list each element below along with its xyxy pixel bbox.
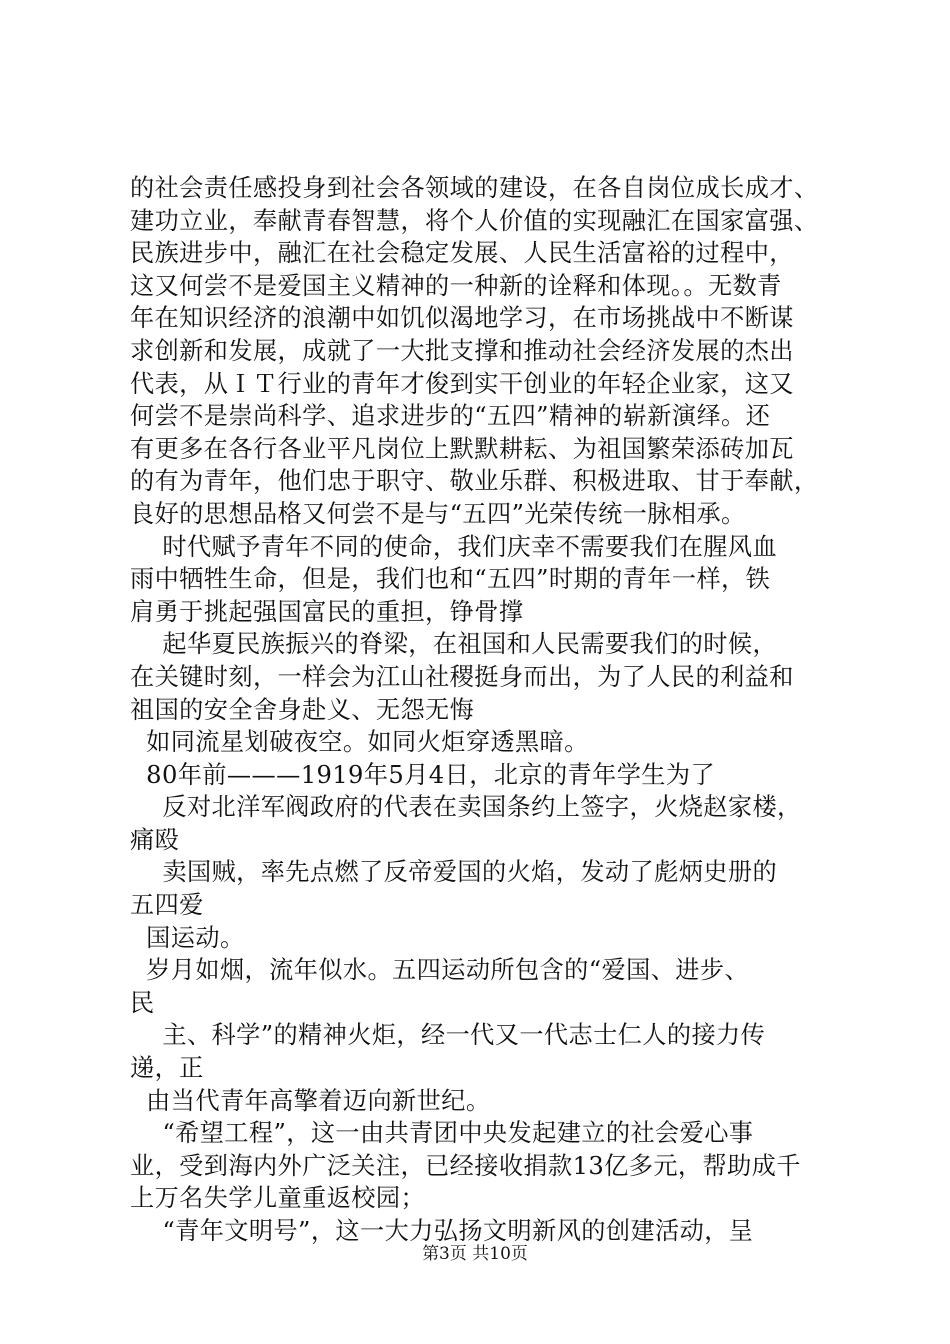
text-line: 起华夏民族振兴的脊梁，在祖国和人民需要我们的时候，: [130, 630, 778, 659]
text-line: 业，受到海内外广泛关注，已经接收捐款13亿多元，帮助成千: [130, 1151, 801, 1180]
text-line: 主、科学”的精神火炬，经一代又一代志士仁人的接力传: [130, 1021, 766, 1050]
text-line: 如同流星划破夜空。如同火炬穿透黑暗。: [130, 728, 589, 757]
text-line: 由当代青年高擎着迈向新世纪。: [130, 1086, 491, 1115]
text-line: 肩勇于挑起强国富民的重担，铮骨撑: [130, 597, 524, 626]
text-line: “青年文明号”，这一大力弘扬文明新风的创建活动，呈: [130, 1217, 754, 1245]
text-line: 国运动。: [130, 923, 245, 952]
text-line: 何尝不是崇尚科学、追求进步的“五四”精神的崭新演绎。还: [130, 402, 771, 431]
text-line: 的社会责任感投身到社会各领域的建设，在各自岗位成长成才、: [130, 174, 819, 202]
text-line: 良好的思想品格又何尝不是与“五四”光荣传统一脉相承。: [130, 499, 746, 528]
text-line: 祖国的安全舍身赴义、无怨无悔: [130, 695, 475, 724]
text-line: “希望工程”，这一由共青团中央发起建立的社会爱心事: [130, 1119, 754, 1148]
text-line: 上万名失学儿童重返校园；: [130, 1184, 426, 1213]
text-line: 民: [130, 988, 155, 1017]
text-line: 五四爱: [130, 891, 204, 920]
text-line: 时代赋予青年不同的使命，我们庆幸不需要我们在腥风血: [130, 532, 778, 561]
text-line: 求创新和发展，成就了一大批支撑和推动社会经济发展的杰出: [130, 336, 794, 365]
text-line: 在关键时刻，一样会为江山社稷挺身而出，为了人民的利益和: [130, 662, 794, 691]
text-line: 80年前———1919年5月4日，北京的青年学生为了: [130, 760, 716, 789]
text-line: 有更多在各行各业平凡岗位上默默耕耘、为祖国繁荣添砖加瓦: [130, 434, 794, 463]
text-line: 岁月如烟，流年似水。五四运动所包含的“爱国、进步、: [130, 956, 750, 985]
page-number-footer: 第3页 共10页: [422, 1244, 528, 1264]
body-text: [130, 172, 835, 1248]
text-line: 民族进步中，融汇在社会稳定发展、人民生活富裕的过程中，: [130, 239, 794, 268]
text-line: 建功立业，奉献青春智慧，将个人价值的实现融汇在国家富强、: [130, 206, 819, 235]
text-line: 递，正: [130, 1054, 204, 1083]
text-line: 卖国贼，率先点燃了反帝爱国的火焰，发动了彪炳史册的: [130, 858, 778, 887]
text-line: 反对北洋军阀政府的代表在卖国条约上签字，火烧赵家楼，: [130, 793, 802, 822]
text-line: 代表，从ＩＴ行业的青年才俊到实干创业的年轻企业家，这又: [130, 369, 794, 398]
text-line: 痛殴: [130, 825, 180, 854]
text-line: 雨中牺牲生命，但是，我们也和“五四”时期的青年一样，铁: [130, 565, 771, 594]
text-line: 这又何尝不是爱国主义精神的一种新的诠释和体现。。无数青: [130, 271, 782, 300]
text-line: 年在知识经济的浪潮中如饥似渴地学习，在市场挑战中不断谋: [130, 304, 794, 333]
text-line: 的有为青年，他们忠于职守、敬业乐群、积极进取、甘于奉献，: [130, 467, 819, 496]
